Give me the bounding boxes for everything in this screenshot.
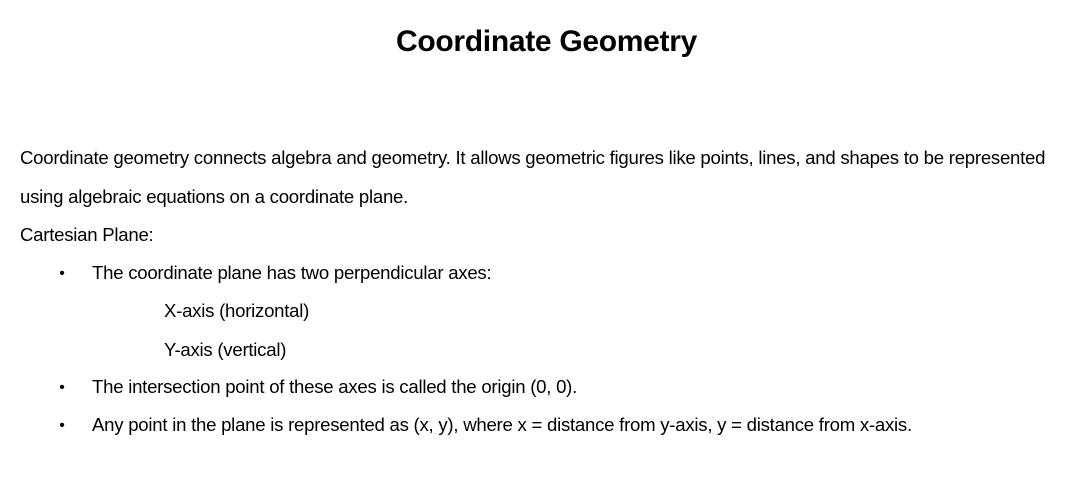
list-item: Any point in the plane is represented as (x, y), where x = distance from y-axis, y = distance from x-axis. xyxy=(92,414,912,435)
list-item: The coordinate plane has two perpendicular axes: xyxy=(92,262,492,283)
list-item: The intersection point of these axes is called the origin (0, 0). xyxy=(92,376,578,397)
intro-paragraph: Coordinate geometry connects algebra and geometry. It allows geometric figures like points, lines, and shapes to be represented using algebraic equations on a coordinate plane. xyxy=(20,147,1046,207)
sub-list-item: X-axis (horizontal) xyxy=(164,300,310,321)
bullet-marker: • xyxy=(59,265,65,282)
page-title: Coordinate Geometry xyxy=(395,25,698,58)
section-heading: Cartesian Plane: xyxy=(20,224,154,245)
bullet-marker: • xyxy=(59,379,65,396)
bullet-marker: • xyxy=(59,417,65,434)
sub-list-item: Y-axis (vertical) xyxy=(164,339,287,360)
